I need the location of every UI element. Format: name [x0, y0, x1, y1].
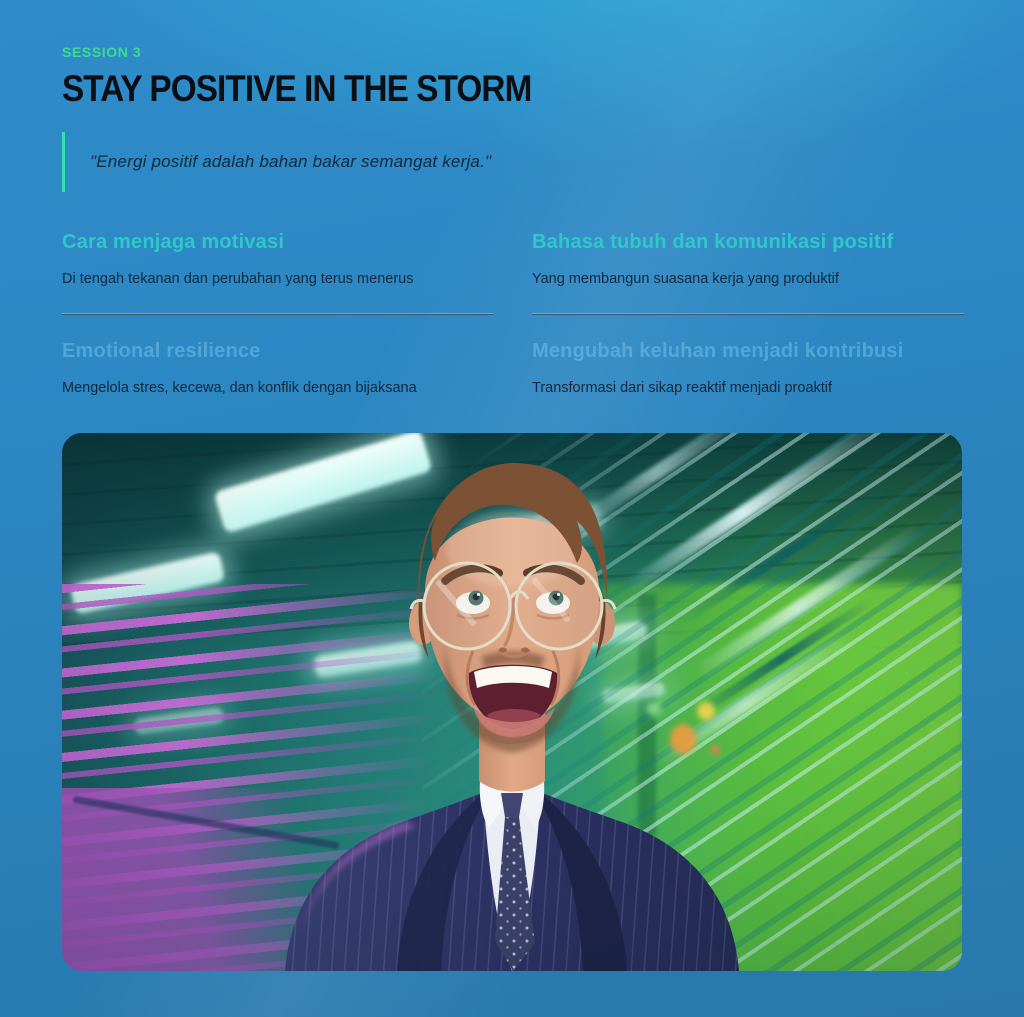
topic-title: Mengubah keluhan menjadi kontribusi	[532, 339, 904, 362]
photo-vignette	[62, 433, 962, 971]
topic-title: Bahasa tubuh dan komunikasi positif	[532, 231, 894, 253]
session-label: SESSION 3	[62, 44, 142, 60]
topic-emotional-resilience	[62, 339, 494, 398]
topic-title: Cara menjaga motivasi	[62, 231, 285, 253]
topic-description: Yang membangun suasana kerja yang produktif	[532, 271, 839, 287]
topic-mengubah-keluhan	[532, 339, 964, 398]
topic-description: Transformasi dari sikap reaktif menjadi proaktif	[532, 379, 833, 396]
topic-bahasa-tubuh	[532, 230, 964, 315]
topic-cara-menjaga-motivasi	[62, 230, 494, 315]
quote-text: "Energi positif adalah bahan bakar semangat kerja."	[90, 152, 492, 171]
quote-block	[62, 132, 491, 192]
hero-image	[62, 433, 962, 971]
topic-title: Emotional resilience	[62, 339, 261, 362]
topic-description: Di tengah tekanan dan perubahan yang terus menerus	[62, 271, 414, 287]
slide-title: STAY POSITIVE IN THE STORM	[62, 68, 532, 109]
topic-description: Mengelola stres, kecewa, dan konflik dengan bijaksana	[62, 379, 417, 396]
topics-grid	[62, 230, 964, 398]
